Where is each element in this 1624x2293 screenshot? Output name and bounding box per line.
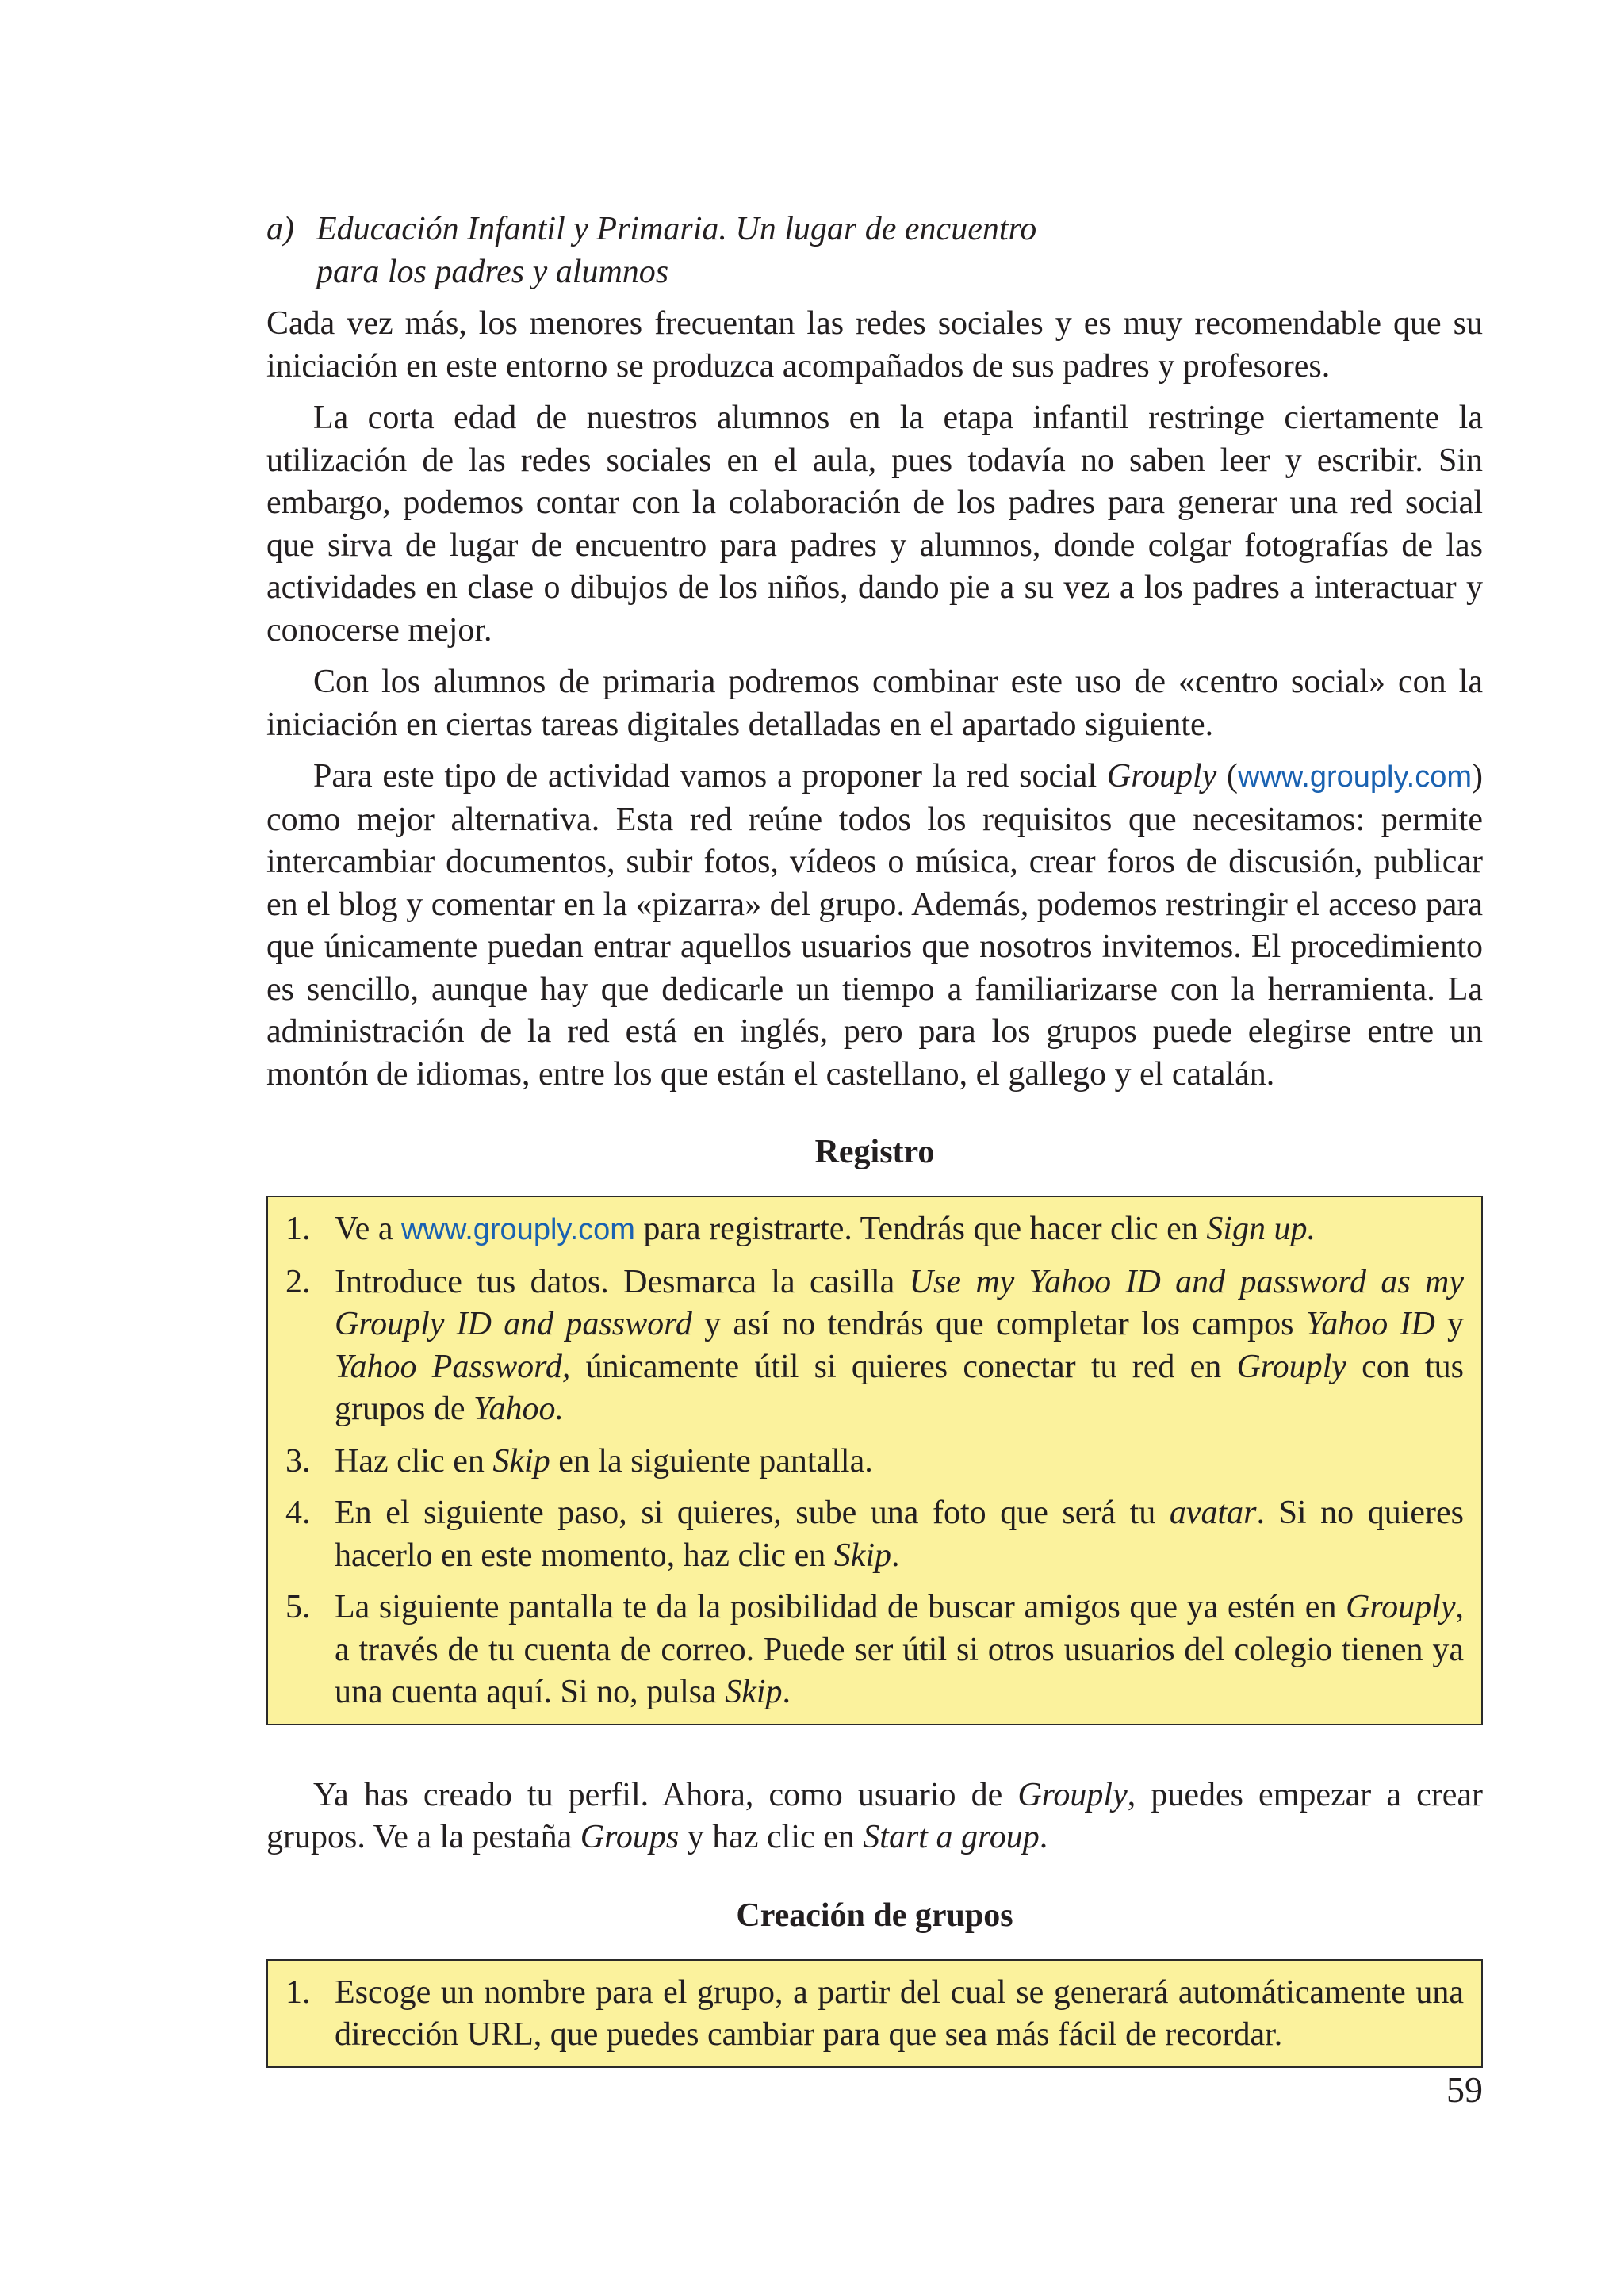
step-text-italic: Yahoo. (473, 1391, 564, 1427)
step-text-part: . (782, 1674, 791, 1710)
registro-step-5 (285, 1587, 1464, 1714)
paragraph-grouply (266, 756, 1483, 1096)
section-title-line2: para los padres y alumnos (316, 254, 669, 290)
step-text-italic: Use my Yahoo ID and password as my Grouply ID and password (335, 1263, 1464, 1342)
registro-steps-box (266, 1196, 1483, 1725)
paragraph-profile (266, 1774, 1483, 1859)
step-text-part: La siguiente pantalla te da la posibilidad de buscar amigos que ya estén en (335, 1589, 1346, 1625)
creacion-step-1 (285, 1972, 1464, 2057)
step-text-part: en la siguiente pantalla. (550, 1442, 873, 1480)
step-text (335, 1261, 1464, 1431)
profile-text-italic: Groups (580, 1819, 680, 1855)
step-text-part: . Si no quieres hacerlo en este momento, haz clic en (335, 1495, 1464, 1574)
step-number: 1. (285, 1211, 311, 1247)
step-text-italic: Grouply (1346, 1589, 1456, 1625)
step-text-part: Ve a (335, 1211, 401, 1247)
step-text (335, 1208, 1464, 1252)
step-text-part: y (1434, 1306, 1465, 1342)
step-text-part: . (891, 1537, 900, 1574)
step-text-part: , a través de tu cuenta de correo. Puede ser útil si otros usuarios del colegio tienen ya una cuenta aquí. Si no, pulsa (335, 1589, 1464, 1710)
registro-step-1 (285, 1208, 1464, 1252)
grouply-link[interactable]: www.grouply.com (1238, 760, 1472, 794)
grouply-name: Grouply (1106, 758, 1217, 794)
step-text-part: y así no tendrás que completar los campos (691, 1306, 1306, 1342)
paragraph-intro: Cada vez más, los menores frecuentan las redes sociales y es muy recomendable que su iniciación en este entorno se produzca acompañados de sus padres y profesores. (266, 305, 1483, 385)
section-title (266, 208, 1483, 293)
step-text (335, 1492, 1464, 1577)
paragraph-infantil: La corta edad de nuestros alumnos en la etapa infantil restringe ciertamente la utilización de las redes sociales en el aula, pues todavía no saben leer y escribir. Sin embargo, podemos contar con la colaboración de los padres para generar una red social que sirva de lugar de encuentro para padres y alumnos, donde colgar fotografías de las actividades en clase o dibujos de los niños, dando pie a su vez a los padres a interactuar y conocerse mejor. (266, 400, 1483, 649)
profile-text-part: . (1039, 1819, 1048, 1855)
p4-rest: como mejor alternativa. Esta red reúne todos los requisitos que necesitamos: permite intercambiar documentos, subir fotos, vídeos o música, crear foros de discusión, publicar en el blog y comentar en la «pizarra» del grupo. Además, podemos restringir el acceso para que únicamente puedan entrar aquellos usuarios que nosotros invitemos. El procedimiento es sencillo, aunque hay que dedicarle un tiempo a familiarizarse con la herramienta. La administración de la red está en inglés, pero para los grupos puede elegirse entre un montón de idiomas, entre los que están el castellano, el gallego y el catalán. (266, 801, 1483, 1093)
step-text-part: En el siguiente paso, si quieres, sube una foto que será tu (335, 1495, 1170, 1531)
profile-text-italic: Grouply (1017, 1776, 1128, 1813)
registro-step-3 (285, 1441, 1464, 1483)
p4-start: Para este tipo de actividad vamos a proponer la red social (313, 758, 1107, 794)
p4-close-paren: ) (1471, 758, 1483, 794)
section-title-text (316, 208, 1036, 293)
step-text: Escoge un nombre para el grupo, a partir del cual se generará automáticamente una dirección URL, que puedes cambiar para que sea más fácil de recordar. (335, 1973, 1464, 2053)
section-letter: a) (266, 211, 294, 247)
step-text-part: para registrarte. Tendrás que hacer clic en (634, 1211, 1207, 1247)
step-number: 4. (285, 1495, 311, 1531)
section-title-line1: Educación Infantil y Primaria. Un lugar de encuentro (316, 211, 1037, 247)
p4-open-paren: ( (1216, 758, 1239, 794)
step-text-part: únicamente útil si quieres conectar tu red en (570, 1348, 1237, 1385)
step-text-italic: avatar (1169, 1495, 1257, 1531)
page-number: 59 (1446, 2069, 1483, 2110)
profile-text-part: y haz clic en (679, 1819, 864, 1855)
step-number: 5. (285, 1589, 311, 1625)
step-number: 2. (285, 1263, 311, 1300)
step-text-part: Haz clic en (335, 1442, 493, 1480)
step-text-italic: Grouply (1236, 1348, 1346, 1385)
registro-step-4 (285, 1492, 1464, 1577)
step-number: 1. (285, 1973, 311, 2011)
profile-text-part: , puedes empezar a crear grupos. Ve a la pestaña (266, 1776, 1483, 1855)
step-text-italic: Skip (833, 1537, 892, 1574)
registro-heading: Registro (814, 1134, 935, 1170)
paragraph-primaria: Con los alumnos de primaria podremos combinar este uso de «centro social» con la iniciación en ciertas tareas digitales detalladas en el apartado siguiente. (266, 664, 1483, 743)
registro-step-2 (285, 1261, 1464, 1431)
creacion-heading: Creación de grupos (736, 1897, 1013, 1934)
step-text (335, 1441, 1464, 1483)
step-text-italic: Sign up. (1206, 1211, 1316, 1247)
page-body (266, 208, 1483, 2068)
profile-text-part: Ya has creado tu perfil. Ahora, como usuario de (313, 1776, 1018, 1813)
step-text-part: con tus grupos de (335, 1348, 1464, 1427)
step-text-italic: Yahoo Password, (335, 1348, 571, 1385)
step-text-italic: Skip (492, 1442, 550, 1480)
step-text-italic: Skip (725, 1674, 783, 1710)
grouply-link[interactable]: www.grouply.com (400, 1213, 635, 1246)
step-number: 3. (285, 1442, 311, 1480)
step-text-italic: Yahoo ID (1305, 1306, 1435, 1342)
creacion-steps-box (266, 1959, 1483, 2068)
step-text-part: Introduce tus datos. Desmarca la casilla (335, 1263, 910, 1300)
profile-text-italic: Start a group (863, 1819, 1040, 1855)
step-text (335, 1587, 1464, 1714)
